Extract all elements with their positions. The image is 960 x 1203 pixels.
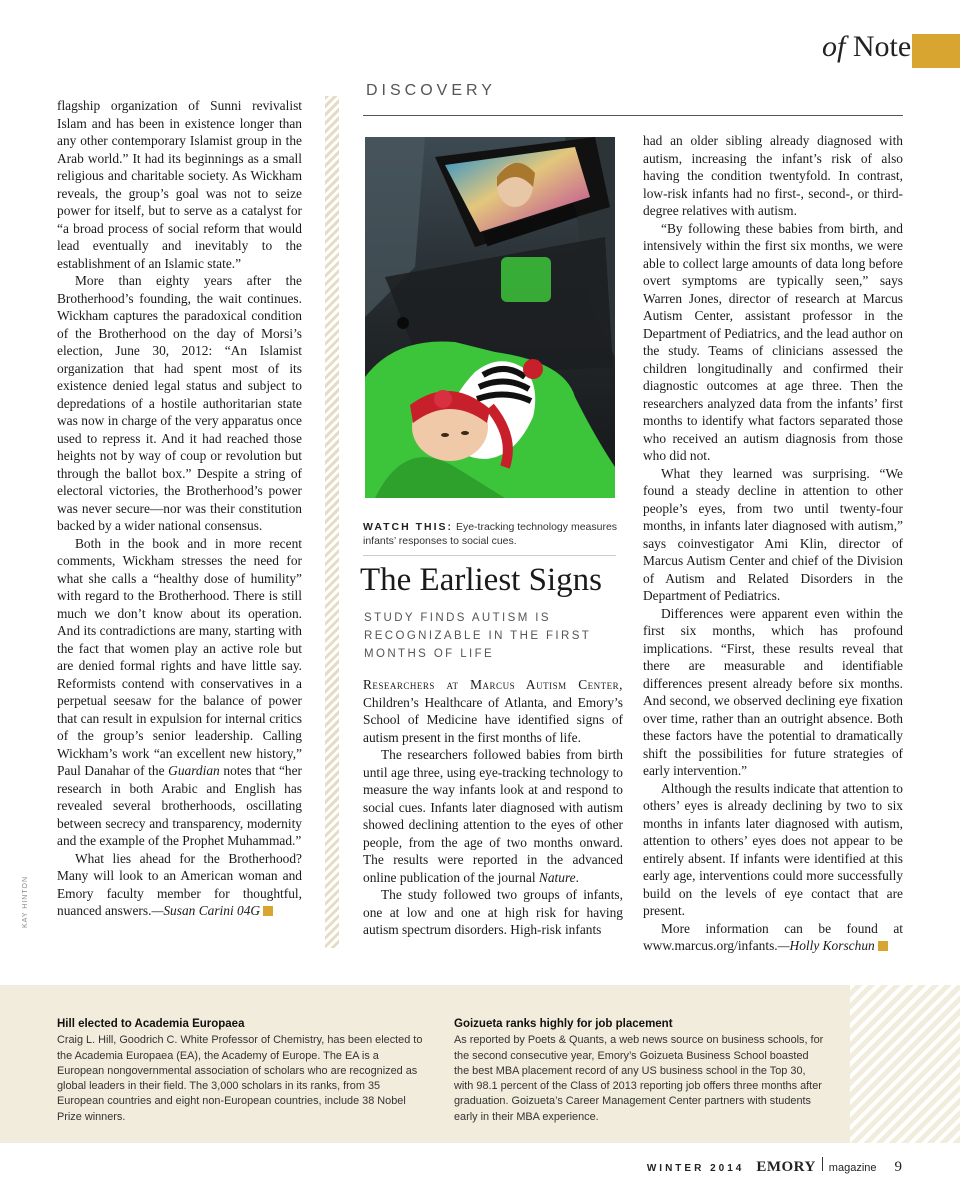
section-label: DISCOVERY xyxy=(366,82,496,99)
header-rule xyxy=(363,115,903,116)
news-brief-text: Craig L. Hill, Goodrich C. White Professor of Chemistry, has been elected to the Academia Europaea (EA), the Academy of Europe. The EA is a European nongovernmental association of scholars who are recognized as global leaders in their field. The 3,000 scholars in its ranks, from 35 European countries and eight non-European countries, include 38 Nobel Prize winners. xyxy=(57,1034,423,1123)
end-mark-icon xyxy=(263,906,273,916)
news-brief-title: Hill elected to Academia Europaea xyxy=(57,1018,245,1030)
news-brief xyxy=(454,1017,824,1125)
paragraph: More than eighty years after the Brotherhood’s founding, the wait continues. Wickham captures the paradoxical condition of the Brotherhood on the day of Morsi’s election, June 30, 2012: “An Islamist organization that had spent most of its existence denied legal status and subject to depredations of a hostile authoritarian state was now in charge of the very apparatus once used to repress it. And it had reached those heights not by way of coup or revolution but through the ballot box.” Despite a string of electoral victories, the Brotherhood’s power was never secure—nor was their constitution backed by a wider national consensus. xyxy=(57,273,302,533)
guardian-title: Guardian xyxy=(168,763,220,778)
left-article-column xyxy=(57,97,302,920)
band-stripe-decoration xyxy=(850,985,960,1143)
paragraph-text: What lies ahead for the Brotherhood? Many will look to an American woman and Emory faculty member for thoughtful, nuanced answers. xyxy=(57,850,302,918)
paragraph: The study followed two groups of infants, one at low and one at high risk for having autism spectrum disorders. High-risk infants xyxy=(363,887,623,937)
paragraph xyxy=(363,746,623,886)
feature-title: The Earliest Signs xyxy=(360,562,602,598)
feature-article-column xyxy=(363,676,623,939)
section-title-of: of xyxy=(822,30,846,63)
photo-credit: KAY HINTON xyxy=(22,875,29,928)
journal-title: Nature xyxy=(538,869,576,885)
infant-eye-tracking-illustration xyxy=(365,137,615,498)
paragraph-text: The researchers followed babies from birth until age three, using eye-tracking technology to measure the way infants look at and respond to social cues. Infants later diagnosed with autism showed declining attention to the eyes of other people, from the age of two months onward. The results were reported in the advanced online publication of the journal xyxy=(363,747,623,885)
footer-divider xyxy=(822,1157,823,1171)
news-brief-text: As reported by Poets & Quants, a web news source on business schools, for the second consecutive year, Emory’s Goizueta Business School boasted the best MBA placement record of any US business school in the Top 30, with 98.1 percent of the Class of 2013 reporting job offers three months after graduation. Goizueta’s Career Management Center partners with students early in their MBA experience. xyxy=(454,1034,824,1123)
caption-text: Eye-tracking technology measures infants’ responses to social cues. xyxy=(363,521,618,547)
eye-tracking-photo xyxy=(365,137,615,498)
paragraph-text: . xyxy=(575,869,579,885)
byline: —Holly Korschun xyxy=(777,938,875,953)
paragraph-text: notes that “her research in both Arabic and English has revealed several brotherhoods, oscillating between secrecy and transparency, modernity and the example of the Prophet Muhammad.” xyxy=(57,763,302,848)
caption-label: WATCH THIS: xyxy=(363,521,454,533)
news-brief xyxy=(57,1017,429,1125)
paragraph xyxy=(57,535,302,850)
lead-paragraph xyxy=(363,676,623,746)
section-title-note: Note xyxy=(852,30,912,63)
magazine-label: magazine xyxy=(828,1162,877,1174)
feature-subtitle: STUDY FINDS AUTISM IS RECOGNIZABLE IN THE FIRST MONTHS OF LIFE xyxy=(364,612,591,660)
page-number: 9 xyxy=(894,1159,902,1175)
column-divider-stripe xyxy=(325,96,339,948)
paragraph: Differences were apparent even within the first six months, which has profound implications. “First, these results reveal that there are measurable and identifiable differences present already before six months. And second, we observed declining eye fixation over time, rather than an outright absence. Both these factors have the potential to dramatically shift the possibilities for future strategies of early intervention.” xyxy=(643,605,903,778)
caption-rule xyxy=(363,555,616,556)
paragraph xyxy=(57,850,302,920)
paragraph-text: Children’s Healthcare of Atlanta, and Emory’s School of Medicine have identified signs of autism present in the first months of life. xyxy=(363,694,623,745)
byline: —Susan Carini 04G xyxy=(151,903,261,918)
paragraph: had an older sibling already diagnosed with autism, increasing the infant’s risk of also having the condition twentyfold. In contrast, low-risk infants had no first-, second-, or third-degree relatives with autism. xyxy=(643,133,903,218)
news-brief-title: Goizueta ranks highly for job placement xyxy=(454,1018,673,1030)
paragraph: Although the results indicate that attention to others’ eyes is already declining by two to six months in infants later diagnosed with autism, attention to others’ eyes does not appear to be entirely absent. If infants were identified at this early age, interventions could more successfully build on the levels of eye contact that are present. xyxy=(643,780,903,918)
paragraph: What they learned was surprising. “We found a steady decline in attention to other people’s eyes, from two until twenty-four months, in infants later diagnosed with autism,” says coinvestigator Ami Klin, director of Marcus Autism Center and chief of the Division of Autism and Related Disorders in the Department of Pediatrics. xyxy=(643,465,903,603)
paragraph-text: More information can be found at www.marcus.org/infants. xyxy=(643,920,903,953)
lead-smallcaps: Researchers at Marcus Autism Center, xyxy=(363,677,623,692)
end-mark-icon xyxy=(878,941,888,951)
paragraph: “By following these babies from birth, and intensively within the first six months, we were able to collect large amounts of data long before overt symptoms are typically seen,” says Warren Jones, director of research at Marcus Autism Center, assistant professor in the Department of Pediatrics, and the lead author on the study. Teams of clinicians assessed the children longitudinally and confirmed their diagnostic outcomes at age three. Then the researchers analyzed data from the infants’ first months to identify what factors separated those who received an autism diagnosis from those who did not. xyxy=(643,220,903,463)
issue-season: WINTER 2014 xyxy=(646,1163,745,1174)
paragraph-text: Both in the book and in more recent comments, Wickham stresses the need for what she calls a “healthy dose of humility” with regard to the Brotherhood. There is still much we don’t know about its operation. And its contradictions are many, starting with the fact that women play an active role but are denied formal rights and have little say. Reformists contend with conservatives in a perpetual seesaw for the balance of power that can result in expulsion for internal critics of the group’s senior leadership. Calling Wickham’s work “an excellent new history,” Paul Danahar of the xyxy=(57,535,302,778)
section-accent-tab xyxy=(912,34,960,68)
magazine-brand: EMORY xyxy=(756,1159,816,1175)
photo-caption xyxy=(363,520,623,548)
section-title xyxy=(822,30,911,64)
paragraph xyxy=(643,920,903,955)
feature-continued-column xyxy=(643,132,903,955)
page-footer xyxy=(647,1157,902,1176)
paragraph: flagship organization of Sunni revivalist Islam and has been in existence longer than any other contemporary Islamist group in the Arab world.” It had its beginnings as a small religious and charitable society. As Wickham reveals, the group’s goal was not to seize power for itself, but to serve as a catalyst for “a broad process of social reform that would lead eventually and inevitably to the establishment of an Islamic state.” xyxy=(57,98,302,271)
